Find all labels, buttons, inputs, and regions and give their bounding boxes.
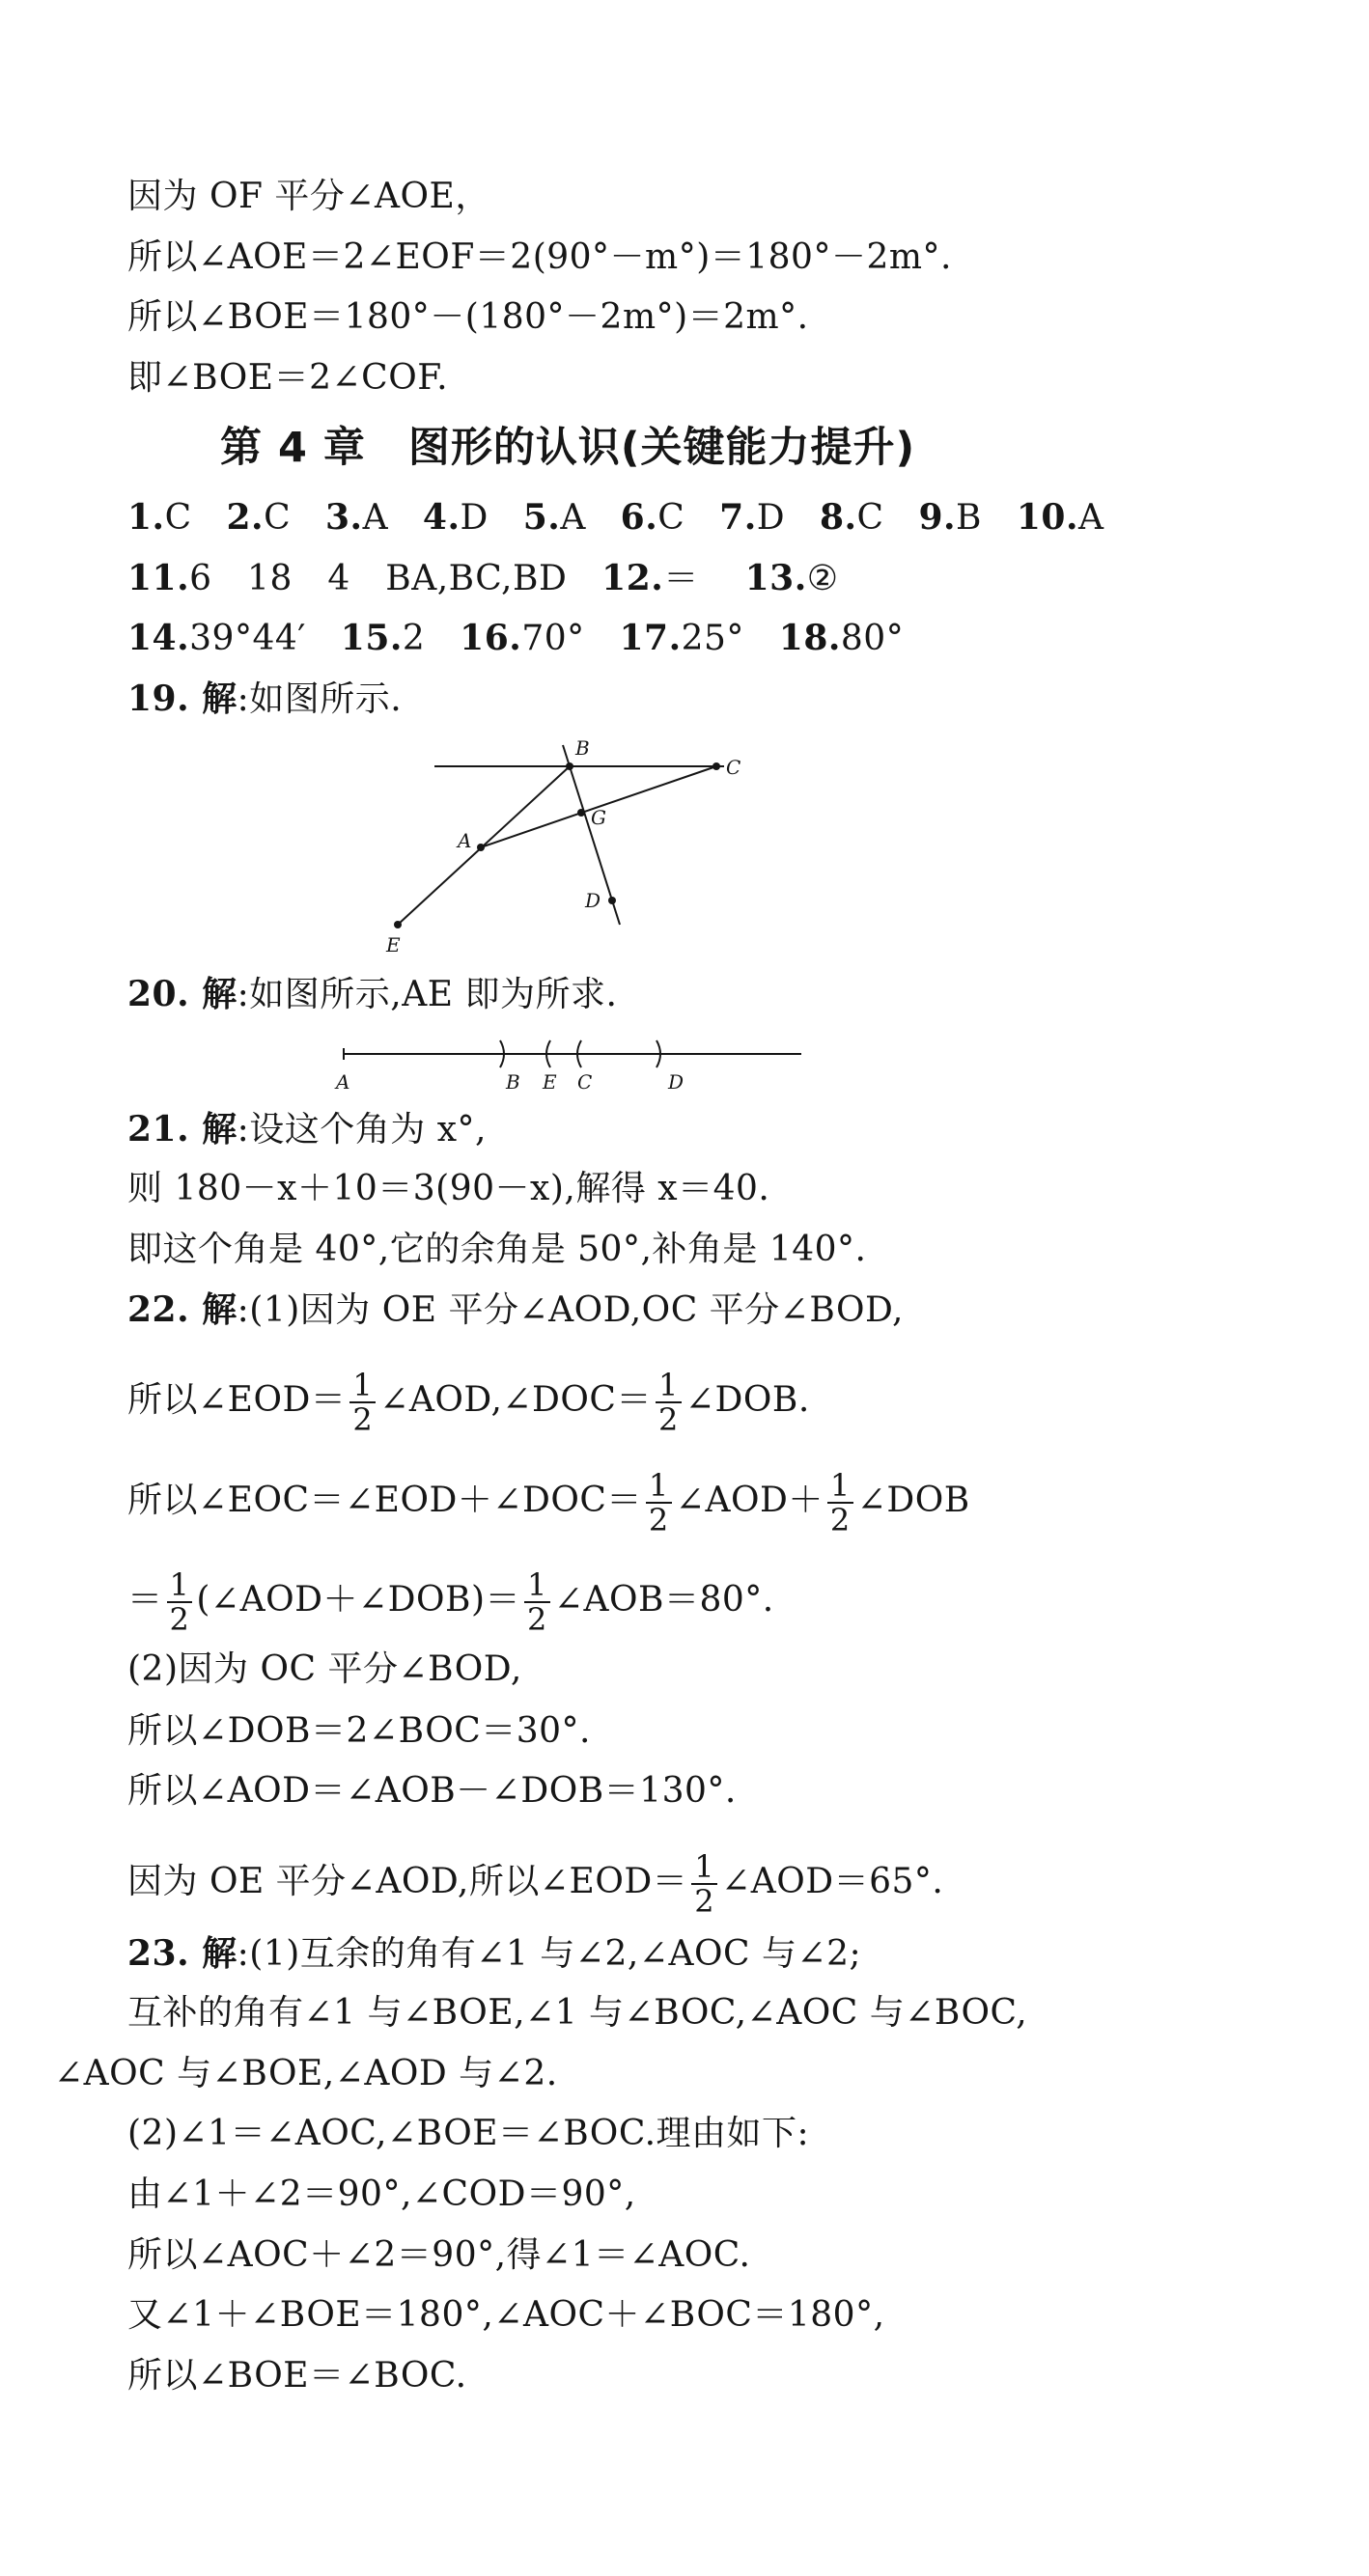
label-d: D <box>585 889 601 912</box>
q23-line-6: 所以∠AOC＋∠2＝90°,得∠1＝∠AOC. <box>127 2235 751 2275</box>
q22-line-4: ＝ $\frac{1}{2}$ (∠AOD＋∠DOB)＝ $\frac{1}{2}$ ∠AOB＝80°. <box>127 1566 774 1638</box>
label-a: A <box>336 1070 350 1094</box>
q20-line <box>127 973 617 1016</box>
q19-number: 19. 解 <box>127 679 237 719</box>
q20-number: 20. 解 <box>127 974 237 1014</box>
fraction-half: $\frac{1}{2}$ <box>656 1369 682 1436</box>
answer-item: 13.② <box>744 558 839 598</box>
q23-line-3: ∠AOC 与∠BOE,∠AOD 与∠2. <box>54 2054 558 2093</box>
q21-line-1: 21. 解:设这个角为 x°, <box>127 1109 487 1150</box>
point-a <box>477 844 485 851</box>
label-d: D <box>668 1070 684 1094</box>
q23-line-2: 互补的角有∠1 与∠BOE,∠1 与∠BOC,∠AOC 与∠BOC, <box>127 1993 1028 2033</box>
point-b <box>566 762 573 770</box>
q22-line-2: 所以∠EOD＝ $\frac{1}{2}$ ∠AOD,∠DOC＝ $\frac{1}{2}$ ∠DOB. <box>127 1367 810 1438</box>
q20-text: :如图所示,AE 即为所求. <box>237 975 618 1014</box>
q22-line-6: 所以∠DOB＝2∠BOC＝30°. <box>127 1711 591 1751</box>
answer-item: 8.C <box>819 497 884 538</box>
answer-item: 15.2 <box>340 618 426 658</box>
q22-line-8: 因为 OE 平分∠AOD,所以∠EOD＝ $\frac{1}{2}$ ∠AOD＝65°. <box>127 1848 944 1920</box>
fraction-half: $\frac{1}{2}$ <box>691 1850 717 1918</box>
label-e: E <box>386 933 401 956</box>
intro-line-4: 即∠BOE＝2∠COF. <box>127 358 449 398</box>
fraction-half: $\frac{1}{2}$ <box>349 1369 376 1436</box>
point-e <box>394 921 402 928</box>
answer-item: 4.D <box>422 497 489 538</box>
q22-line-3: 所以∠EOC＝∠EOD＋∠DOC＝ $\frac{1}{2}$ ∠AOD＋ $\frac{1}{2}$ ∠DOB <box>127 1467 970 1538</box>
answer-item: 12.＝ <box>601 558 699 598</box>
q21-line-2: 则 180－x＋10＝3(90－x),解得 x＝40. <box>127 1169 770 1208</box>
answer-item: 7.D <box>719 497 786 538</box>
q22-line-7: 所以∠AOD＝∠AOB－∠DOB＝130°. <box>127 1771 737 1811</box>
q19-text: :如图所示. <box>237 679 403 719</box>
point-c <box>712 762 720 770</box>
q23-line-7: 又∠1＋∠BOE＝180°,∠AOC＋∠BOC＝180°, <box>127 2295 885 2335</box>
label-a: A <box>458 829 472 852</box>
answer-item: 9.B <box>918 497 982 538</box>
answer-row-1 <box>127 496 1104 540</box>
answer-item: 18.80° <box>778 618 905 658</box>
answer-item: 16.70° <box>460 618 585 658</box>
label-b: B <box>575 736 590 760</box>
q22-line-1: 22. 解:(1)因为 OE 平分∠AOD,OC 平分∠BOD, <box>127 1289 905 1330</box>
answer-item: 1.C <box>127 497 192 538</box>
answer-item: 2.C <box>226 497 292 538</box>
q23-line-4: (2)∠1＝∠AOC,∠BOE＝∠BOC.理由如下: <box>127 2114 810 2153</box>
label-b: B <box>506 1070 520 1094</box>
q22-line-5: (2)因为 OC 平分∠BOD, <box>127 1649 522 1689</box>
q19-figure <box>367 724 811 965</box>
intro-line-1: 因为 OF 平分∠AOE， <box>127 177 490 216</box>
label-e: E <box>543 1070 557 1094</box>
label-c: C <box>726 756 741 779</box>
answer-item: 10.A <box>1016 497 1104 538</box>
q19-line <box>127 678 402 721</box>
fraction-half: $\frac{1}{2}$ <box>646 1469 672 1537</box>
q23-line-5: 由∠1＋∠2＝90°,∠COD＝90°, <box>127 2174 636 2214</box>
intro-line-2: 所以∠AOE＝2∠EOF＝2(90°－m°)＝180°－2m°. <box>127 237 952 277</box>
answer-item: 17.25° <box>619 618 744 658</box>
fraction-half: $\frac{1}{2}$ <box>524 1568 550 1636</box>
fraction-half: $\frac{1}{2}$ <box>167 1568 193 1636</box>
q22-number: 22. 解 <box>127 1289 237 1330</box>
fraction-half: $\frac{1}{2}$ <box>827 1469 853 1537</box>
label-c: C <box>577 1070 593 1094</box>
answer-item: 5.A <box>522 497 586 538</box>
q23-number: 23. 解 <box>127 1933 237 1974</box>
point-g <box>577 809 585 817</box>
q23-line-1: 23. 解:(1)互余的角有∠1 与∠2,∠AOC 与∠2; <box>127 1933 862 1974</box>
point-d <box>608 897 616 904</box>
answer-item: 3.A <box>324 497 389 538</box>
q21-number: 21. 解 <box>127 1109 237 1150</box>
intro-line-3: 所以∠BOE＝180°－(180°－2m°)＝2m°. <box>127 297 809 337</box>
label-g: G <box>591 806 606 829</box>
answer-item: 14.39°44′ <box>127 618 306 658</box>
q20-figure <box>328 1033 811 1100</box>
q21-line-3: 即这个角是 40°,它的余角是 50°,补角是 140°. <box>127 1230 867 1269</box>
answer-row-3 <box>127 617 904 660</box>
answer-row-2 <box>127 557 839 600</box>
chapter-heading: 第 4 章 图形的认识(关键能力提升) <box>220 424 916 472</box>
q23-line-8: 所以∠BOE＝∠BOC. <box>127 2356 467 2396</box>
answer-item: 6.C <box>620 497 685 538</box>
answer-item: 11.6 18 4 BA,BC,BD <box>127 558 568 598</box>
